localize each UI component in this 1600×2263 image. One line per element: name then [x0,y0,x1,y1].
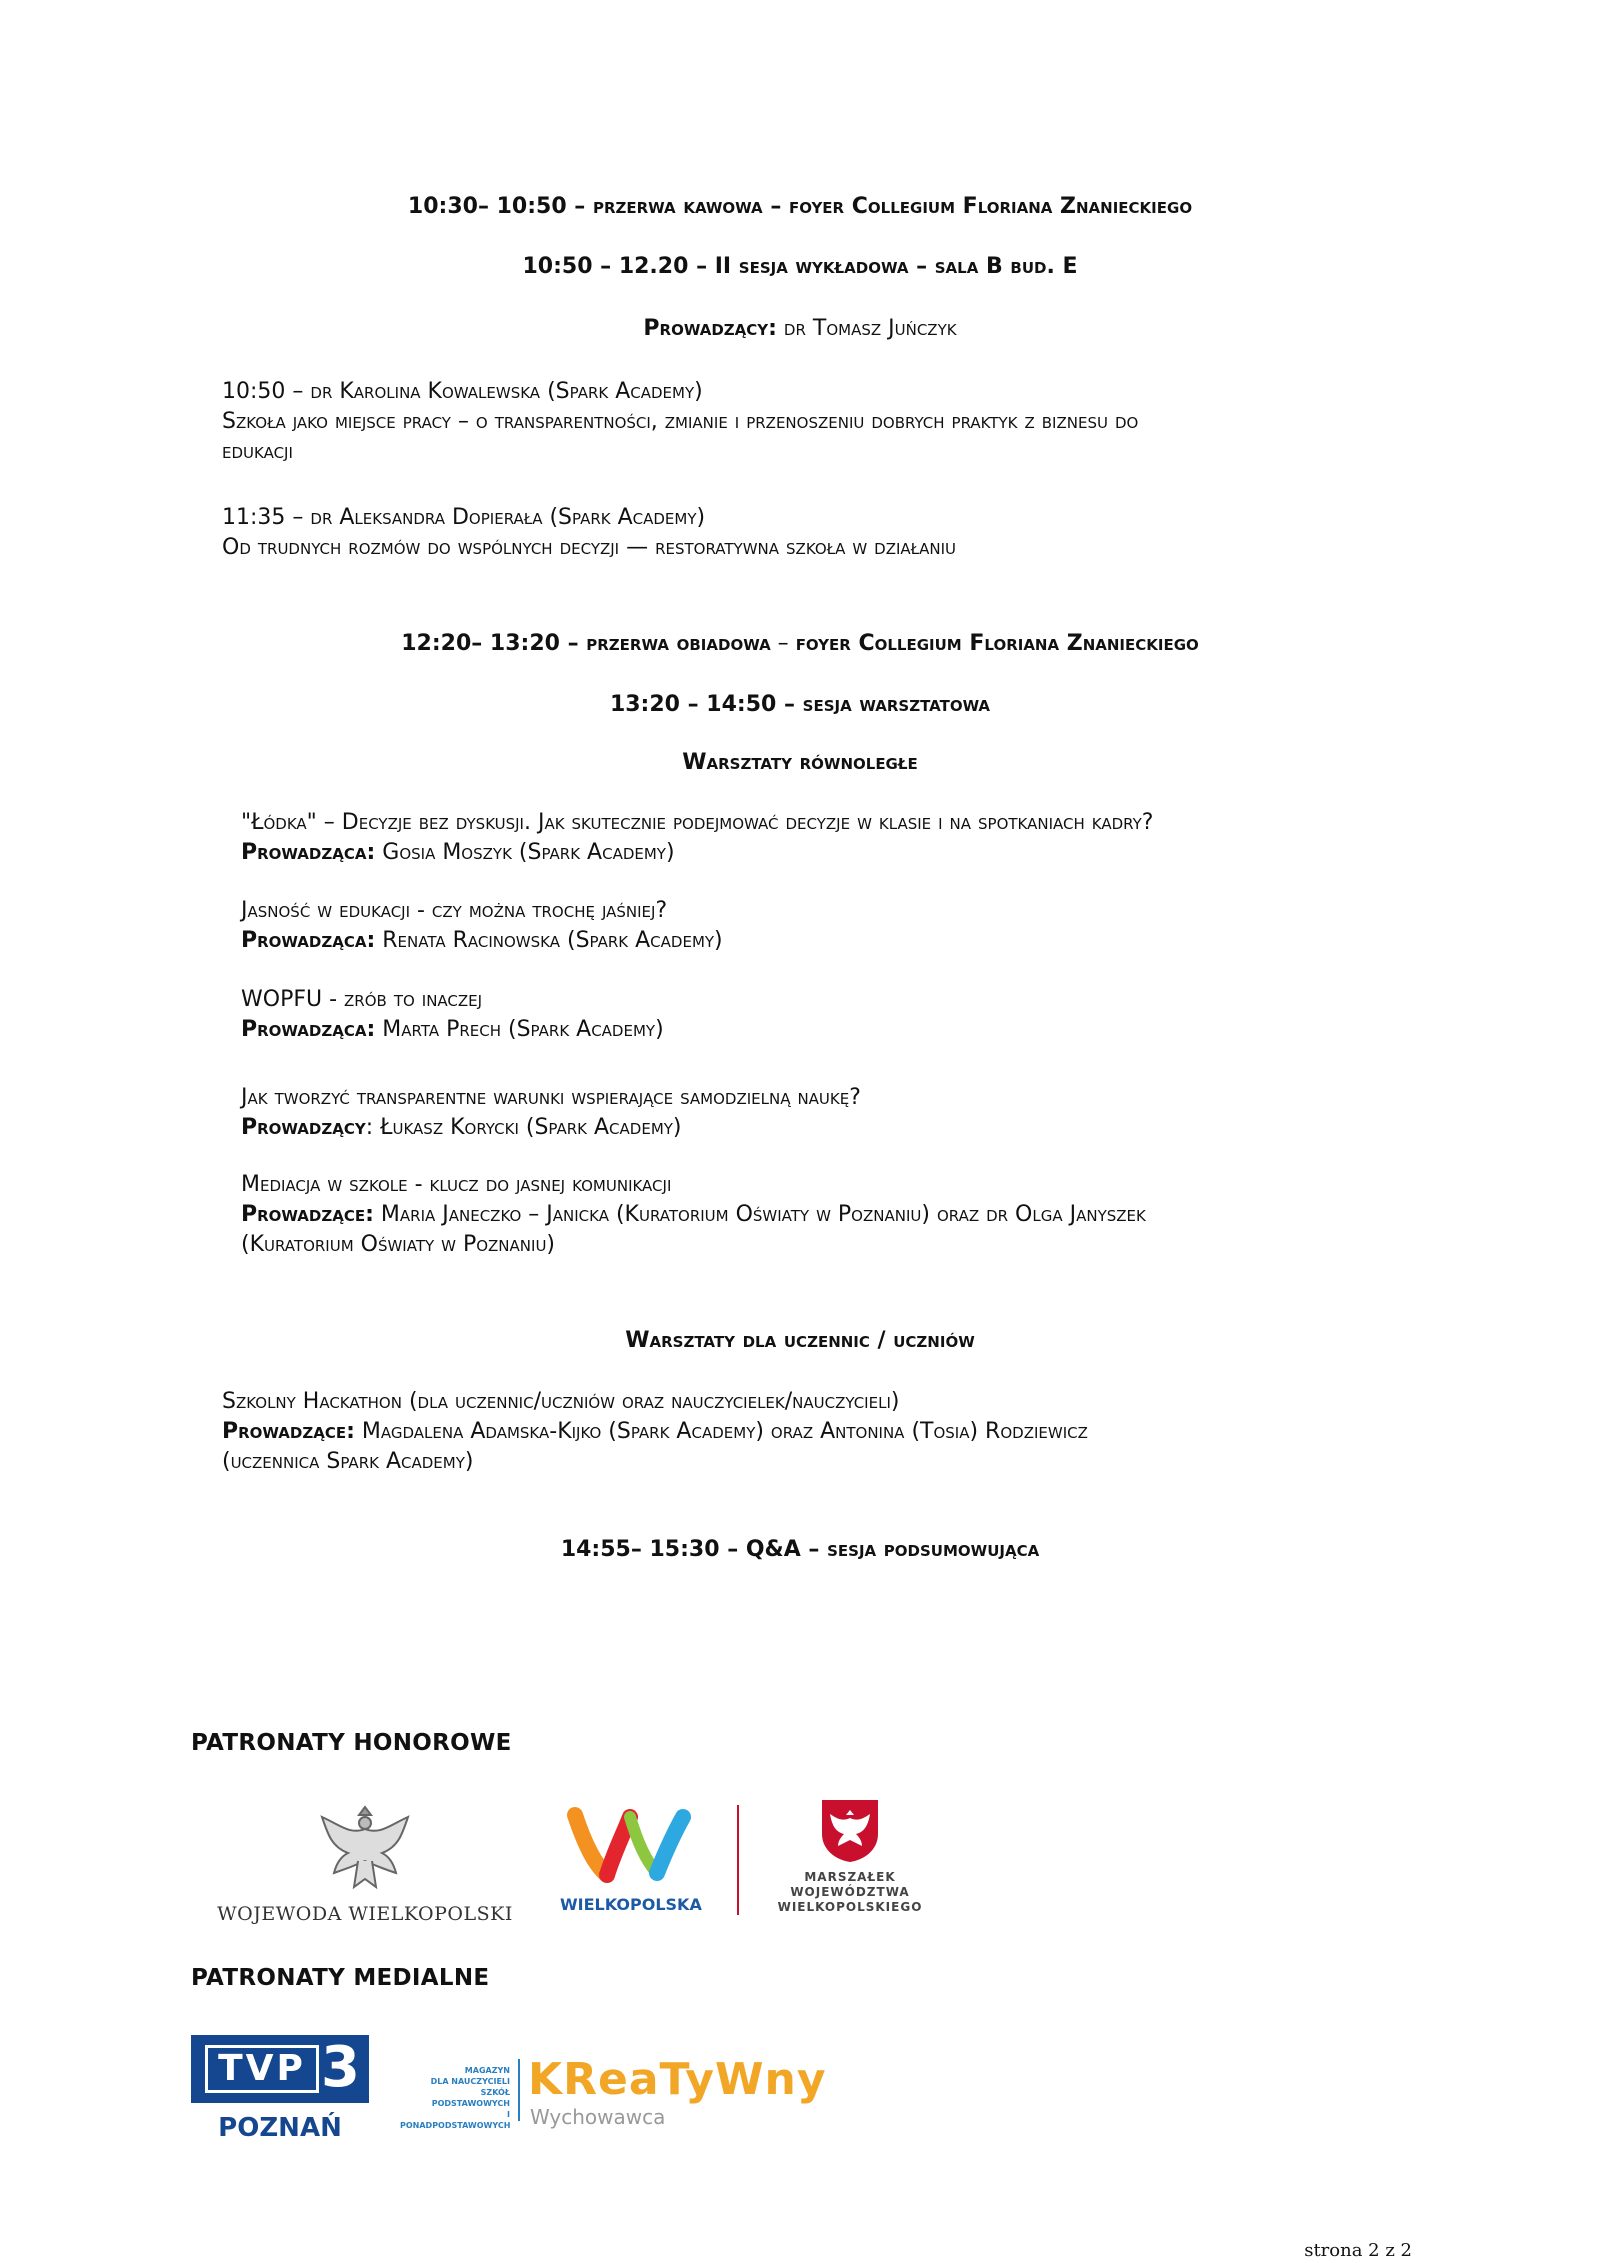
marszalek-label-2: WOJEWÓDZTWA [790,1885,910,1899]
workshop-5-title: Mediacja w szkole - klucz do jasnej komunikacji [241,1172,672,1197]
host-label: Prowadzący: [643,316,777,341]
session-2-text: sesja wykładowa – sala B bud. E [738,254,1078,279]
break-2-line [0,631,1600,656]
kreatywny-wychowawca-logo [400,2054,827,2145]
page-number: strona 2 z 2 [1304,2240,1412,2261]
session-2-host [0,316,1600,341]
workshop-1 [241,808,1153,868]
workshop-5-host: Maria Janeczko – Janicka (Kuratorium Oświaty w Poznaniu) oraz dr Olga Janyszek [380,1202,1146,1227]
tvp3-badge [191,2035,369,2103]
break-2-sep: – [770,631,796,656]
break-2-time: 12:20– 13:20 – [401,631,579,656]
session-3-text: sesja warsztatowa [802,692,991,717]
marszalek-label-1: MARSZAŁEK [804,1870,896,1884]
parallel-workshops-heading: Warsztaty równoległe [682,750,918,775]
media-patrons-heading: PATRONATY MEDIALNE [191,1965,490,1991]
magazine-line-4: I PONADPODSTAWOWYCH [400,2110,511,2130]
students-workshop-host-cont: (uczennica Spark Academy) [222,1449,474,1474]
magazine-tagline [400,2065,510,2131]
break-1-line [0,194,1600,219]
students-workshop [222,1387,1088,1477]
workshop-4-host: : Łukasz Korycki (Spark Academy) [365,1115,682,1140]
tvp-number: 3 [321,2035,360,2100]
honorary-patrons-heading: PATRONATY HONOROWE [191,1730,512,1756]
magazine-line-2: DLA NAUCZYCIELI [430,2077,510,2086]
tvp-label: TVP [205,2045,319,2093]
break-1-time: 10:30– 10:50 – [407,194,586,219]
summary-text: sesja podsumowująca [827,1537,1040,1562]
kreatywny-label: KReaTyWny [528,2054,827,2105]
workshop-3 [241,985,664,1045]
talk-1-time: 10:50 – [222,379,304,404]
students-workshops-heading: Warsztaty dla uczennic / uczniów [625,1328,975,1353]
tvp-city: POZNAŃ [218,2113,342,2143]
workshop-2-host: Renata Racinowska (Spark Academy) [382,928,723,953]
session-2-time: 10:50 – 12.20 – II [522,254,732,279]
students-workshop-label: Prowadzące: [222,1419,355,1444]
talk-2 [222,503,956,563]
talk-2-speaker: dr Aleksandra Dopierała (Spark Academy) [310,505,706,530]
workshop-4 [241,1083,861,1143]
workshop-3-label: Prowadząca: [241,1017,376,1042]
workshop-5-host-cont: (Kuratorium Oświaty w Poznaniu) [241,1232,555,1257]
logo-divider [737,1805,739,1915]
wojewoda-label: WOJEWODA WIELKOPOLSKI [217,1903,513,1925]
students-workshop-host: Magdalena Adamska-Kijko (Spark Academy) oraz Antonina (Tosia) Rodziewicz [361,1419,1088,1444]
wojewoda-logo [200,1795,530,1930]
workshop-3-title: - zrób to inaczej [329,987,483,1012]
summary-line [0,1537,1600,1562]
break-2-text: przerwa obiadowa [586,631,771,656]
magazine-line-1: MAGAZYN [464,2066,510,2075]
tvp3-logo [191,2035,371,2145]
polish-eagle-icon [310,1795,420,1895]
break-1-text: przerwa kawowa – foyer Collegium Floriana Znanieckiego [592,194,1193,219]
workshop-5 [241,1170,1146,1260]
wielkopolska-w-icon [565,1795,695,1890]
workshop-2-title: Jasność w edukacji - czy można trochę jaśniej? [241,898,668,923]
workshop-4-title: Jak tworzyć transparentne warunki wspierające samodzielną naukę? [241,1085,861,1110]
talk-1-header [222,377,1138,407]
workshop-3-host: Marta Prech (Spark Academy) [382,1017,664,1042]
break-2-text2: foyer Collegium Floriana Znanieckiego [795,631,1199,656]
wielkopolska-logo [560,1795,700,1925]
talk-2-time: 11:35 – [222,505,304,530]
workshop-1-title: "Łódka" – Decyzje bez dyskusji. Jak skutecznie podejmować decyzje w klasie i na spotkaniach kadry? [241,810,1154,835]
magazine-line-3: SZKÓŁ PODSTAWOWYCH [431,2088,510,2108]
talk-1-title-cont: edukacji [222,439,293,464]
session-2-line [0,254,1600,279]
magazine-divider [518,2059,520,2121]
summary-time: 14:55– 15:30 – Q&A – [560,1537,820,1562]
workshop-3-prefix: WOPFU [241,987,323,1012]
marszalek-label-3: WIELKOPOLSKIEGO [777,1900,923,1914]
workshop-2-label: Prowadząca: [241,928,376,953]
talk-1-title: Szkoła jako miejsce pracy – o transparentności, zmianie i przenoszeniu dobrych praktyk z biznesu do [222,409,1139,434]
workshop-1-host: Gosia Moszyk (Spark Academy) [382,840,675,865]
session-3-line [0,692,1600,717]
marszalek-logo [765,1798,935,1923]
workshop-1-label: Prowadząca: [241,840,376,865]
talk-2-title: Od trudnych rozmów do wspólnych decyzji — restoratywna szkoła w działaniu [222,535,956,560]
session-3-time: 13:20 – 14:50 – [609,692,795,717]
talk-1 [222,377,1138,467]
workshop-4-label: Prowadzący [241,1115,366,1140]
students-workshop-title: Szkolny Hackathon (dla uczennic/uczniów oraz nauczycielek/nauczycieli) [222,1389,900,1414]
workshop-2 [241,896,723,956]
talk-2-header [222,503,956,533]
workshop-5-label: Prowadzące: [241,1202,374,1227]
talk-1-speaker: dr Karolina Kowalewska (Spark Academy) [310,379,703,404]
host-name: dr Tomasz Juńczyk [783,316,957,341]
wychowawca-label: Wychowawca [530,2105,666,2129]
wielkopolska-coat-of-arms-icon [820,1798,880,1864]
wielkopolska-label: WIELKOPOLSKA [560,1895,702,1914]
